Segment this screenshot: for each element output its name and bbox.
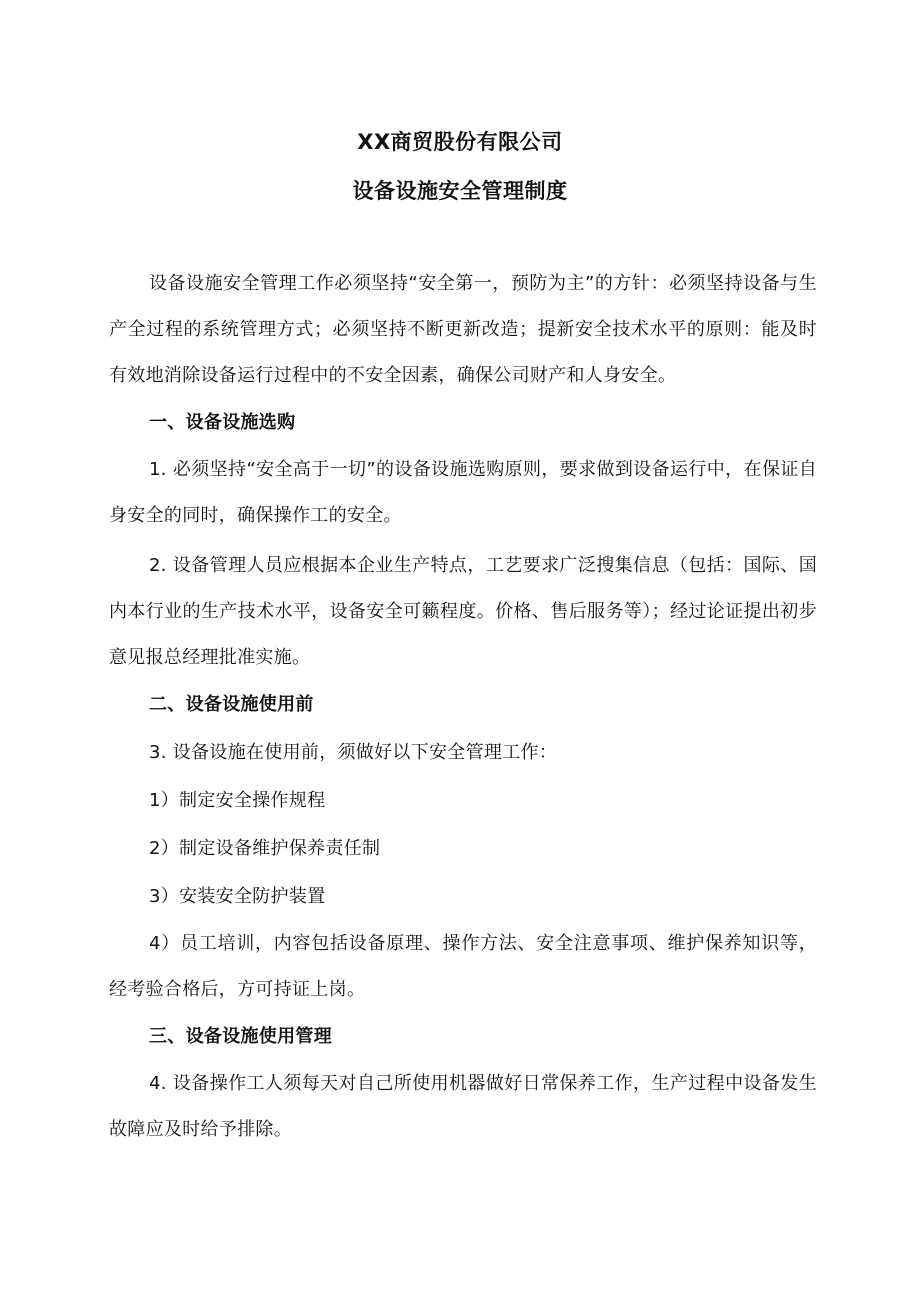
sub-item-1: 1）制定安全操作规程 — [149, 790, 326, 811]
section-heading-before-use: 二、设备设施使用前 — [149, 694, 314, 715]
clause-2: 2. 设备管理人员应根据本企业生产特点，工艺要求广泛搜集信息（包括：国际、国内本行业的生产技术水平，设备安全可籁程度。价格、售后服务等）；经过论证提出初步意见报总经理批准实施。 — [109, 555, 817, 668]
sub-item-3: 3）安装安全防护装置 — [149, 886, 326, 907]
clause-1: 1. 必须坚持“安全高于一切”的设备设施选购原则，要求做到设备运行中，在保证自身安全的同时，确保操作工的安全。 — [109, 459, 817, 526]
clause-4: 4. 设备操作工人须每天对自己所使用机器做好日常保养工作，生产过程中设备发生故障应及时给予排除。 — [109, 1073, 817, 1140]
company-title: XX商贸股份有限公司 — [357, 130, 563, 154]
section-heading-usage: 三、设备设施使用管理 — [149, 1026, 332, 1047]
sub-item-4: 4）员工培训，内容包括设备原理、操作方法、安全注意事项、维护保养知识等，经考验合格后，方可持证上岗。 — [109, 933, 817, 1000]
document-title: 设备设施安全管理制度 — [352, 179, 568, 203]
clause-3: 3. 设备设施在使用前，须做好以下安全管理工作： — [149, 742, 558, 763]
section-heading-purchase: 一、设备设施选购 — [149, 412, 296, 433]
sub-item-2: 2）制定设备维护保养责任制 — [149, 838, 381, 859]
document-body — [109, 261, 817, 1153]
intro-paragraph: 设备设施安全管理工作必须坚持“安全第一，预防为主”的方针：必须坚持设备与生产全过程的系统管理方式；必须坚持不断更新改造；提新安全技术水平的原则：能及时有效地消除设备运行过程中的不安全因素，确保公司财产和人身安全。 — [109, 273, 817, 386]
